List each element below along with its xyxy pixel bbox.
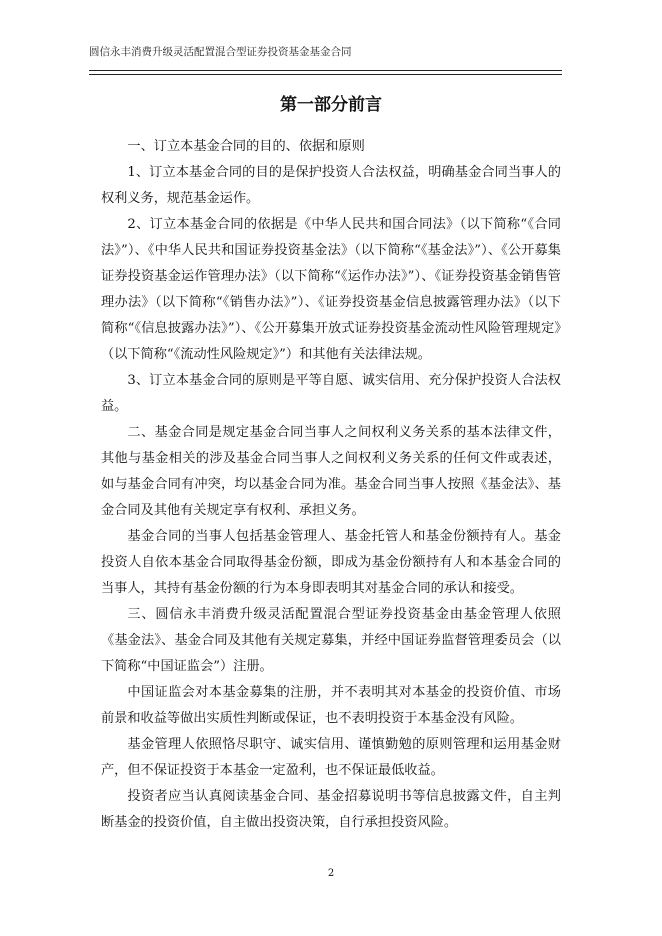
- document-body: [101, 134, 561, 836]
- section-title: 第一部分前言: [280, 95, 382, 115]
- paragraph: 中国证监会对本基金募集的注册，并不表明其对本基金的投资价值、市场前景和收益等做出实质性判断或保证，也不表明投资于本基金没有风险。: [101, 685, 561, 726]
- paragraph: 基金合同的当事人包括基金管理人、基金托管人和基金份额持有人。基金投资人自依本基金合同取得基金份额，即成为基金份额持有人和本基金合同的当事人，其持有基金份额的行为本身即表明其对基金合同的承认和接受。: [101, 529, 561, 596]
- paragraph: 2、订立本基金合同的依据是《中华人民共和国合同法》（以下简称“《合同法》”）、《中华人民共和国证券投资基金法》（以下简称“《基金法》”）、《公开募集证券投资基金运作管理办法》（以下简称“《运作办法》”）、《证券投资基金销售管理办法》（以下简称“《销售办法》”）、《证券投资基金信息披露管理办法》（以下简称“《信息披露办法》”）、《公开募集开放式证券投资基金流动性风险管理规定》（以下简称“《流动性风险规定》”）和其他有关法律法规。: [101, 217, 561, 362]
- page-number: 2: [327, 868, 335, 879]
- paragraph: 一、订立本基金合同的目的、依据和原则: [127, 139, 365, 154]
- header-rule-thin: [89, 74, 562, 75]
- paragraph: 投资者应当认真阅读基金合同、基金招募说明书等信息披露文件，自主判断基金的投资价值，自主做出投资决策，自行承担投资风险。: [101, 789, 561, 830]
- paragraph: 1、订立本基金合同的目的是保护投资人合法权益，明确基金合同当事人的权利义务，规范基金运作。: [101, 165, 561, 206]
- paragraph: 基金管理人依照恪尽职守、诚实信用、谨慎勤勉的原则管理和运用基金财产，但不保证投资于本基金一定盈利，也不保证最低收益。: [101, 737, 561, 778]
- running-header: 圆信永丰消费升级灵活配置混合型证券投资基金基金合同: [89, 46, 352, 58]
- paragraph: 二、基金合同是规定基金合同当事人之间权利义务关系的基本法律文件，其他与基金相关的涉及基金合同当事人之间权利义务关系的任何文件或表述，如与基金合同有冲突，均以基金合同为准。基金合同当事人按照《基金法》、基金合同及其他有关规定享有权利、承担义务。: [101, 425, 561, 518]
- header-rule-thick: [89, 70, 562, 71]
- paragraph: 三、圆信永丰消费升级灵活配置混合型证券投资基金由基金管理人依照《基金法》、基金合同及其他有关规定募集，并经中国证券监督管理委员会（以下简称“中国证监会”）注册。: [101, 607, 561, 674]
- paragraph: 3、订立本基金合同的原则是平等自愿、诚实信用、充分保护投资人合法权益。: [101, 373, 561, 414]
